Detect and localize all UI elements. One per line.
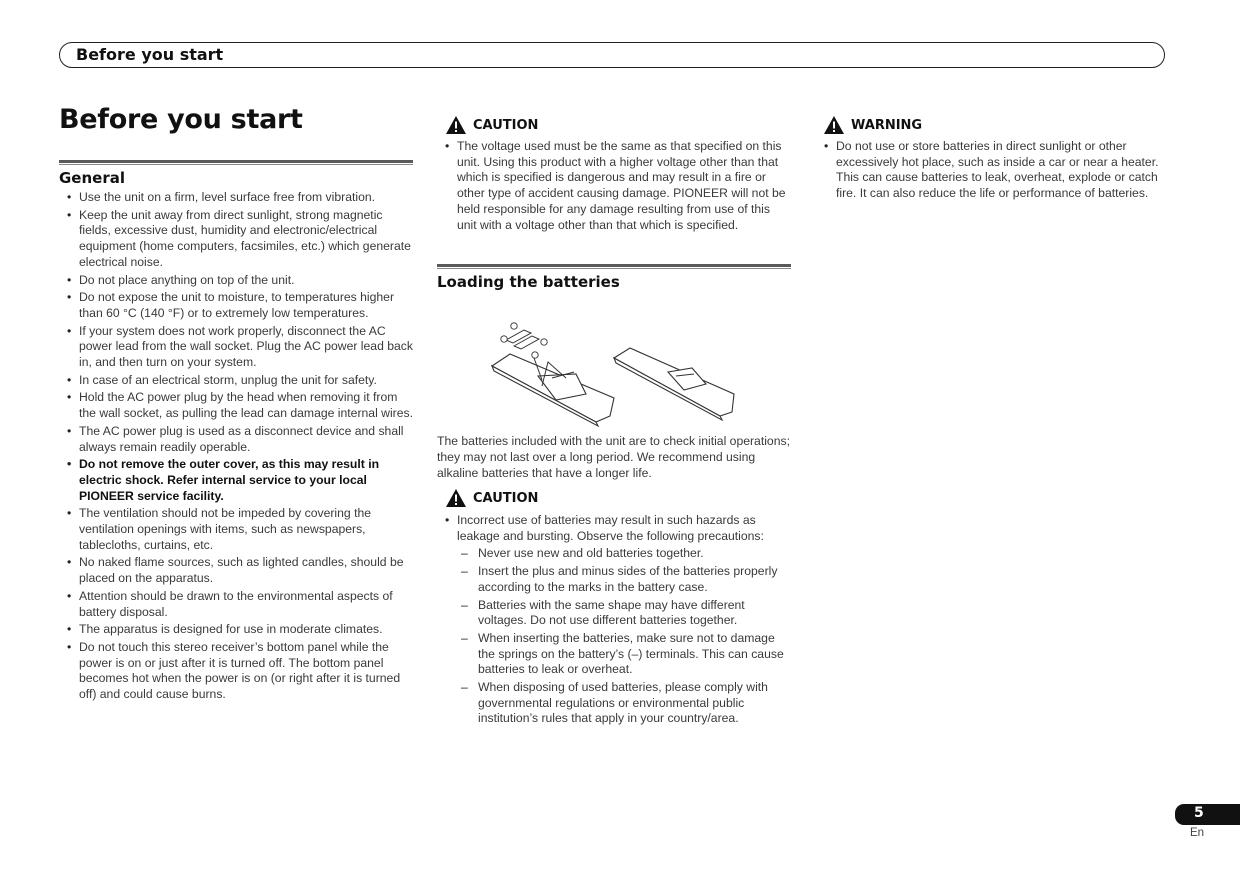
list-item-important: • Do not remove the outer cover, as this may result in electric shock. Refer internal service to your local PIONEER service facility. bbox=[59, 457, 417, 504]
precautions-list bbox=[457, 546, 795, 727]
general-list bbox=[59, 190, 417, 705]
list-item: • No naked flame sources, such as lighted candles, should be placed on the apparatus. bbox=[59, 555, 417, 586]
caution-heading-2 bbox=[445, 488, 538, 508]
list-item: • The apparatus is designed for use in moderate climates. bbox=[59, 622, 417, 638]
battery-note: The batteries included with the unit are to check initial operations; they may not last over a long period. We recommend using alkaline batteries that have a longer life. bbox=[437, 434, 790, 480]
list-item: • The voltage used must be the same as that specified on this unit. Using this product with a higher voltage other than that which is specified is dangerous and may result in a fire or other type of accident causing damage. PIONEER will not be held responsible for any damage resulting from use of this unit with a voltage other than that which is specified. bbox=[437, 139, 793, 233]
warning-triangle-icon bbox=[823, 115, 845, 135]
sub-list-item: – Never use new and old batteries together. bbox=[457, 546, 795, 562]
sub-list-item: – When disposing of used batteries, please comply with governmental regulations or environmental public institution’s rules that apply in your country/area. bbox=[457, 680, 795, 727]
list-item: • In case of an electrical storm, unplug the unit for safety. bbox=[59, 373, 417, 389]
list-item: • The ventilation should not be impeded by covering the ventilation openings with items, such as newspapers, tablecloths, curtains, etc. bbox=[59, 506, 417, 553]
caution-heading-1 bbox=[445, 115, 538, 135]
section-rule-general bbox=[59, 160, 413, 163]
list-item: • If your system does not work properly, disconnect the AC power lead from the wall socket. Plug the AC power lead back in, and then turn on your system. bbox=[59, 324, 417, 371]
list-item: • Attention should be drawn to the environmental aspects of battery disposal. bbox=[59, 589, 417, 620]
list-item: • Do not touch this stereo receiver’s bottom panel while the power is on or just after it is turned off. The bottom panel becomes hot when the power is on (or right after it is turned off) and could cause burns. bbox=[59, 640, 417, 703]
general-heading: General bbox=[59, 169, 125, 187]
sub-list-item: – When inserting the batteries, make sure not to damage the springs on the battery’s (–) terminals. This can cause batteries to leak or overheat. bbox=[457, 631, 795, 678]
list-item: • Use the unit on a firm, level surface free from vibration. bbox=[59, 190, 417, 206]
caution-list-2 bbox=[437, 513, 795, 729]
running-header bbox=[59, 42, 1165, 68]
page-title: Before you start bbox=[59, 104, 303, 135]
battery-loading-illustration bbox=[488, 318, 738, 436]
language-code: En bbox=[1190, 827, 1205, 839]
warning-label: WARNING bbox=[851, 117, 923, 133]
caution-label: CAUTION bbox=[473, 117, 539, 133]
caution-intro: Incorrect use of batteries may result in such hazards as leakage and bursting. Observe the following precautions: bbox=[457, 513, 764, 543]
warning-triangle-icon bbox=[445, 488, 467, 508]
warning-triangle-icon bbox=[445, 115, 467, 135]
caution-label: CAUTION bbox=[473, 490, 539, 506]
sub-list-item: – Batteries with the same shape may have different voltages. Do not use different batteries together. bbox=[457, 598, 795, 629]
page-number-tab bbox=[1175, 804, 1240, 825]
section-rule-loading bbox=[437, 264, 791, 267]
running-header-title: Before you start bbox=[76, 45, 224, 64]
list-item: • Do not use or store batteries in direct sunlight or other excessively hot place, such as inside a car or near a heater. This can cause batteries to leak, overheat, explode or catch fire. It can also reduce the life or performance of batteries. bbox=[816, 139, 1170, 202]
list-item bbox=[437, 513, 795, 727]
list-item: • Keep the unit away from direct sunlight, strong magnetic fields, excessive dust, humidity and electronic/electrical equipment (home computers, facsimiles, etc.) which generate electrical noise. bbox=[59, 208, 417, 271]
warning-heading bbox=[823, 115, 922, 135]
page-number: 5 bbox=[1194, 805, 1204, 821]
sub-list-item: – Insert the plus and minus sides of the batteries properly according to the marks in the battery case. bbox=[457, 564, 795, 595]
loading-heading: Loading the batteries bbox=[437, 273, 620, 291]
caution-list-1 bbox=[437, 139, 793, 235]
list-item: • Do not expose the unit to moisture, to temperatures higher than 60 °C (140 °F) or to extremely low temperatures. bbox=[59, 290, 417, 321]
warning-list bbox=[816, 139, 1170, 204]
list-item: • The AC power plug is used as a disconnect device and shall always remain readily operable. bbox=[59, 424, 417, 455]
list-item: • Do not place anything on top of the unit. bbox=[59, 273, 417, 289]
list-item: • Hold the AC power plug by the head when removing it from the wall socket, as pulling the lead can damage internal wires. bbox=[59, 390, 417, 421]
